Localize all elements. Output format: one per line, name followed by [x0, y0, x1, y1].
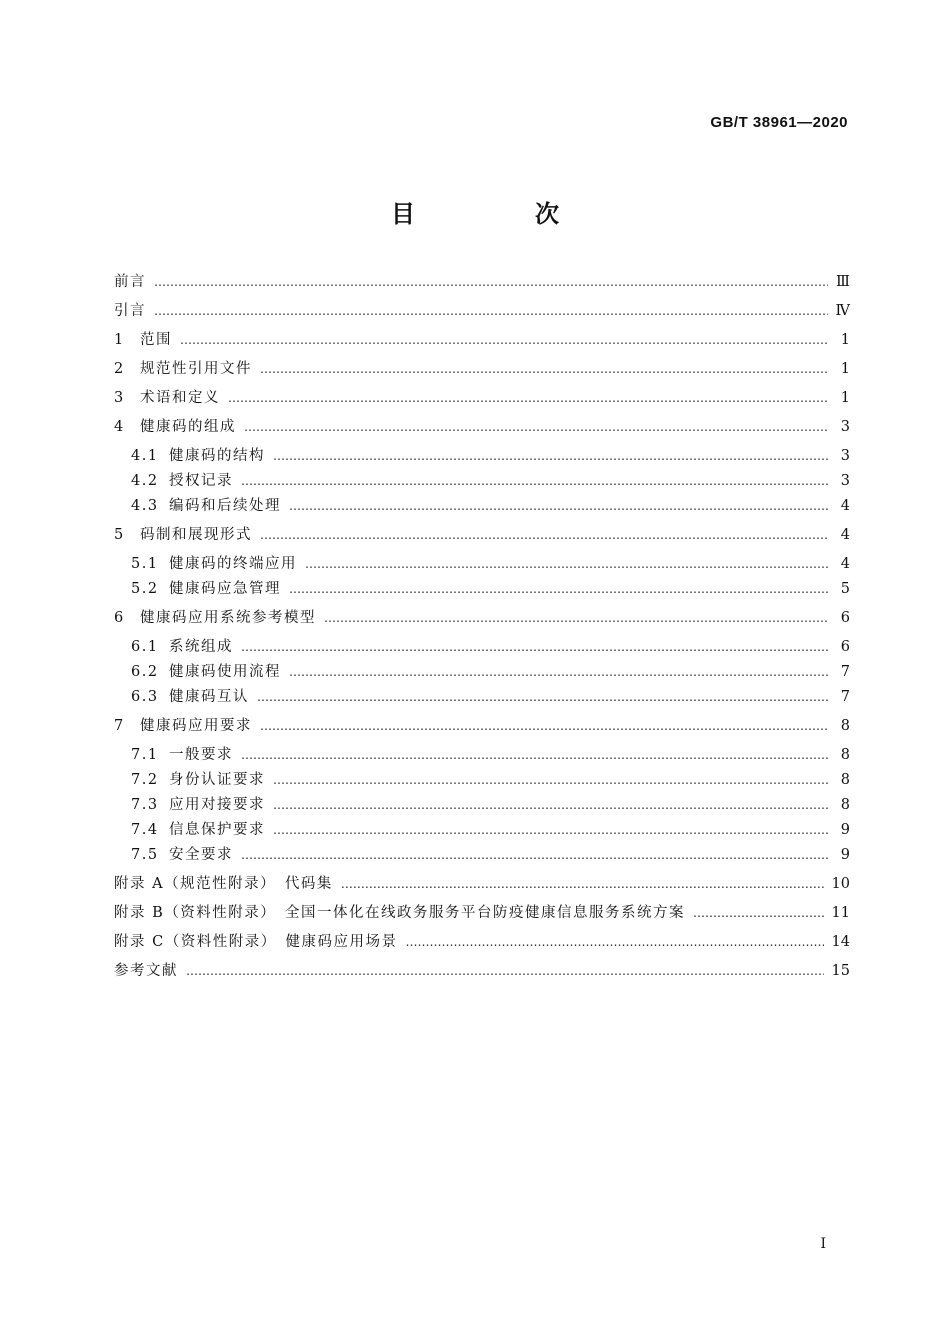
toc-entry-page: Ⅳ — [835, 303, 850, 319]
toc-entry-page: 8 — [840, 772, 850, 788]
toc-entry-label: 前言 — [114, 274, 146, 290]
toc-entry-label: 码制和展现形式 — [140, 527, 252, 543]
toc-entry-page: 1 — [840, 332, 850, 348]
toc-entry-page: 4 — [840, 498, 850, 514]
toc-dot-leader — [289, 582, 828, 596]
toc-entry-number: 6.1 — [131, 639, 159, 655]
toc-entry-number: 7.4 — [131, 822, 159, 838]
toc-entry-number: 6.2 — [131, 664, 159, 680]
toc-entry-page: 3 — [840, 419, 850, 435]
toc-entry-label: 一般要求 — [169, 747, 233, 763]
toc-entry-number: 4 — [114, 419, 125, 435]
toc-entry-page: 3 — [840, 473, 850, 489]
toc-entry[interactable] — [114, 959, 850, 988]
toc-entry-page: 9 — [840, 822, 850, 838]
toc-dot-leader — [341, 877, 824, 891]
toc-dot-leader — [186, 964, 824, 978]
page-number: I — [820, 1236, 826, 1252]
toc-entry-page: 7 — [840, 664, 850, 680]
toc-dot-leader — [693, 906, 824, 920]
toc-entry-label: 健康码的结构 — [169, 448, 265, 464]
toc-dot-leader — [257, 690, 828, 704]
toc-entry-label: 健康码互认 — [169, 689, 249, 705]
toc-dot-leader — [405, 935, 823, 949]
toc-dot-leader — [241, 748, 828, 762]
toc-entry[interactable] — [114, 743, 850, 768]
toc-entry-label: 附录 B（资料性附录） 全国一体化在线政务服务平台防疫健康信息服务系统方案 — [114, 905, 686, 921]
toc-entry[interactable] — [114, 872, 850, 901]
table-of-contents — [114, 270, 850, 988]
toc-entry-label: 身份认证要求 — [169, 772, 265, 788]
toc-entry-label: 健康码的终端应用 — [169, 556, 297, 572]
toc-entry-page: 5 — [840, 581, 850, 597]
toc-dot-leader — [273, 449, 828, 463]
toc-dot-leader — [228, 391, 828, 405]
toc-entry-page: 9 — [840, 847, 850, 863]
toc-entry[interactable] — [114, 523, 850, 552]
toc-entry[interactable] — [114, 444, 850, 469]
toc-title: 目 次 — [391, 199, 607, 228]
toc-dot-leader — [154, 304, 828, 318]
toc-entry[interactable] — [114, 552, 850, 577]
toc-entry-number: 3 — [114, 390, 125, 406]
toc-entry-page: 15 — [831, 963, 850, 979]
toc-entry-page: 1 — [840, 361, 850, 377]
toc-entry[interactable] — [114, 685, 850, 714]
toc-entry[interactable] — [114, 577, 850, 606]
toc-entry-number: 7.1 — [131, 747, 159, 763]
toc-entry[interactable] — [114, 901, 850, 930]
toc-entry[interactable] — [114, 494, 850, 523]
toc-dot-leader — [260, 528, 828, 542]
toc-entry-page: 8 — [840, 797, 850, 813]
toc-entry[interactable] — [114, 606, 850, 635]
toc-entry-number: 7.3 — [131, 797, 159, 813]
toc-entry[interactable] — [114, 793, 850, 818]
toc-entry-page: 6 — [840, 610, 850, 626]
toc-dot-leader — [273, 798, 828, 812]
toc-entry[interactable] — [114, 843, 850, 872]
toc-entry-label: 健康码应用要求 — [140, 718, 252, 734]
toc-entry[interactable] — [114, 357, 850, 386]
toc-entry-number: 7.5 — [131, 847, 159, 863]
toc-entry-page: 8 — [840, 747, 850, 763]
toc-dot-leader — [289, 665, 828, 679]
toc-dot-leader — [273, 773, 828, 787]
toc-entry[interactable] — [114, 386, 850, 415]
toc-dot-leader — [305, 557, 828, 571]
toc-entry-label: 健康码应急管理 — [169, 581, 281, 597]
toc-entry-page: 14 — [831, 934, 850, 950]
toc-entry-number: 4.1 — [131, 448, 159, 464]
toc-entry-number: 6 — [114, 610, 125, 626]
toc-entry[interactable] — [114, 930, 850, 959]
toc-entry-page: 4 — [840, 527, 850, 543]
toc-entry-number: 7 — [114, 718, 125, 734]
toc-dot-leader — [180, 333, 828, 347]
toc-entry-label: 健康码的组成 — [140, 419, 236, 435]
toc-dot-leader — [154, 275, 828, 289]
toc-dot-leader — [241, 640, 828, 654]
toc-entry[interactable] — [114, 270, 850, 299]
toc-entry-label: 健康码使用流程 — [169, 664, 281, 680]
standard-number: GB/T 38961—2020 — [710, 114, 848, 131]
toc-entry-label: 授权记录 — [169, 473, 233, 489]
toc-entry[interactable] — [114, 635, 850, 660]
toc-entry-number: 2 — [114, 361, 125, 377]
toc-entry-label: 引言 — [114, 303, 146, 319]
toc-entry-number: 4.2 — [131, 473, 159, 489]
toc-entry-label: 附录 C（资料性附录） 健康码应用场景 — [114, 934, 398, 950]
toc-entry-label: 系统组成 — [169, 639, 233, 655]
toc-entry-page: 11 — [831, 905, 850, 921]
toc-entry-page: 8 — [840, 718, 850, 734]
toc-entry-number: 4.3 — [131, 498, 159, 514]
toc-entry-label: 范围 — [140, 332, 172, 348]
toc-entry[interactable] — [114, 299, 850, 328]
toc-entry[interactable] — [114, 469, 850, 494]
toc-entry-number: 7.2 — [131, 772, 159, 788]
toc-dot-leader — [324, 611, 828, 625]
toc-entry-page: 3 — [840, 448, 850, 464]
toc-dot-leader — [260, 362, 828, 376]
toc-entry[interactable] — [114, 818, 850, 843]
toc-entry[interactable] — [114, 660, 850, 685]
toc-entry-page: 6 — [840, 639, 850, 655]
toc-entry[interactable] — [114, 714, 850, 743]
toc-entry-page: 10 — [831, 876, 850, 892]
toc-entry-label: 应用对接要求 — [169, 797, 265, 813]
toc-dot-leader — [244, 420, 828, 434]
toc-entry-number: 5.1 — [131, 556, 159, 572]
toc-dot-leader — [260, 719, 828, 733]
toc-entry-label: 术语和定义 — [140, 390, 220, 406]
toc-dot-leader — [289, 499, 828, 513]
toc-entry-number: 5.2 — [131, 581, 159, 597]
toc-entry-label: 编码和后续处理 — [169, 498, 281, 514]
toc-entry-page: 1 — [840, 390, 850, 406]
toc-entry-number: 5 — [114, 527, 125, 543]
toc-entry-label: 规范性引用文件 — [140, 361, 252, 377]
toc-dot-leader — [241, 474, 828, 488]
toc-entry[interactable] — [114, 328, 850, 357]
toc-entry-label: 参考文献 — [114, 963, 178, 979]
toc-entry-label: 信息保护要求 — [169, 822, 265, 838]
toc-entry-number: 6.3 — [131, 689, 159, 705]
toc-entry-page: 4 — [840, 556, 850, 572]
toc-entry-page: 7 — [840, 689, 850, 705]
toc-dot-leader — [273, 823, 828, 837]
toc-entry-label: 健康码应用系统参考模型 — [140, 610, 316, 626]
toc-entry-page: Ⅲ — [836, 274, 850, 290]
toc-entry-number: 1 — [114, 332, 125, 348]
toc-entry[interactable] — [114, 768, 850, 793]
toc-entry-label: 安全要求 — [169, 847, 233, 863]
toc-entry-label: 附录 A（规范性附录） 代码集 — [114, 876, 333, 892]
toc-dot-leader — [241, 848, 828, 862]
toc-entry[interactable] — [114, 415, 850, 444]
